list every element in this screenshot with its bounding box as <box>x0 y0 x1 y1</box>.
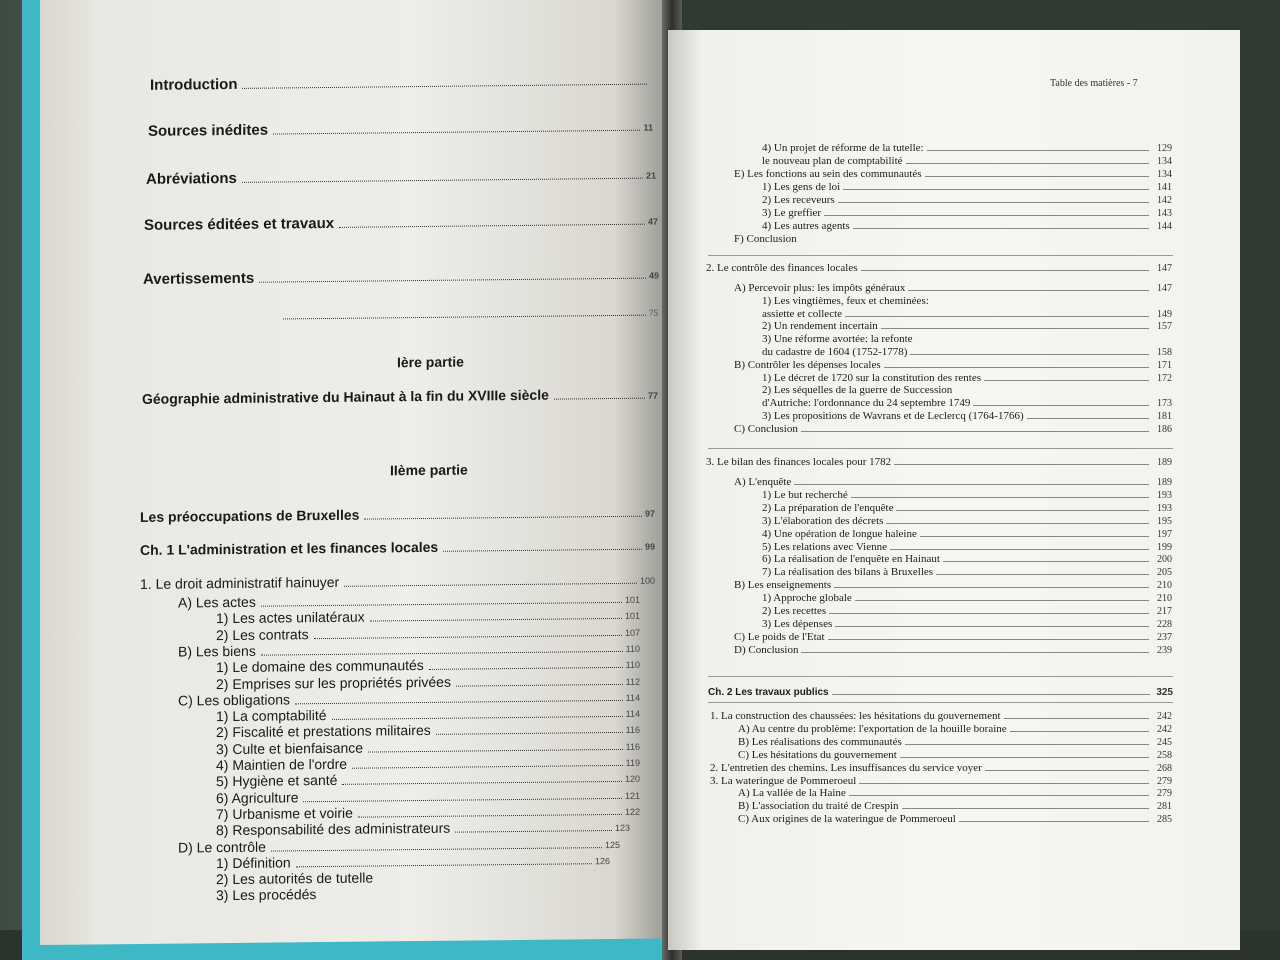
toc-label: 6) La réalisation de l'enquête en Hainaut <box>762 553 940 566</box>
leader-dots <box>900 756 1149 758</box>
toc-page-number: 242 <box>1157 711 1172 722</box>
toc-entry-preoccupations <box>140 504 655 525</box>
toc-label: 3. La wateringue de Pommeroeul <box>710 774 857 787</box>
leader-dots <box>794 483 1149 485</box>
toc-page-number: 242 <box>1157 723 1172 735</box>
toc-page-number: 258 <box>1157 749 1172 761</box>
toc-page-number: 147 <box>1157 263 1172 274</box>
leader-dots <box>881 327 1149 329</box>
toc-entry <box>762 515 1172 528</box>
toc-entry <box>762 220 1172 233</box>
toc-label: 3) Une réforme avortée: la refonte <box>762 333 913 346</box>
toc-entry <box>734 233 1172 245</box>
toc-entry <box>734 644 1172 657</box>
toc-label: 1) La comptabilité <box>216 707 327 725</box>
left-page-contents <box>40 0 665 945</box>
toc-label: B) Contrôler les dépenses locales <box>734 358 881 371</box>
toc-label: 3) Les procédés <box>216 886 317 904</box>
toc-page-number: 217 <box>1157 606 1172 617</box>
toc-page-number: 21 <box>645 170 656 181</box>
toc-entry <box>762 320 1172 333</box>
toc-page-number: 114 <box>625 708 640 719</box>
toc-label: Ch. 2 Les travaux publics <box>708 687 829 698</box>
toc-page-number: 77 <box>647 390 658 401</box>
toc-label: 3) Les propositions de Wavrans et de Leclercq (1764-1766) <box>762 410 1024 422</box>
toc-entry <box>762 207 1172 220</box>
toc-entry <box>762 194 1172 207</box>
toc-label: C) Les obligations <box>178 691 291 709</box>
toc-label: assiette et collecte <box>762 307 843 320</box>
leader-dots <box>834 586 1149 588</box>
leader-dots <box>370 617 622 622</box>
leader-dots <box>920 535 1149 537</box>
leader-dots <box>295 699 623 704</box>
toc-page-number: 97 <box>644 508 655 519</box>
toc-page-number: 210 <box>1157 580 1172 592</box>
toc-label: Les préoccupations de Bruxelles <box>140 506 360 525</box>
leader-dots <box>1004 717 1149 719</box>
toc-label: B) Les réalisations des communautés <box>738 735 902 748</box>
toc-label: du cadastre de 1604 (1752-1778) <box>762 346 908 358</box>
toc-page-number: 129 <box>1157 143 1172 154</box>
toc-entry <box>734 631 1172 644</box>
toc-label: 1) Les gens de loi <box>762 181 841 193</box>
leader-dots <box>429 666 623 670</box>
part-1-heading: Ière partie <box>397 353 464 371</box>
toc-label: Sources inédites <box>148 121 269 140</box>
toc-entry <box>738 736 1172 749</box>
toc-page-number: 325 <box>1156 687 1173 698</box>
toc-page-number: 189 <box>1157 477 1172 488</box>
toc-label: 1. Le droit administratif hainuyer <box>140 573 340 592</box>
toc-label: 3) Culte et bienfaisance <box>216 739 364 757</box>
toc-label: C) Le poids de l'Etat <box>734 630 825 643</box>
toc-label: 5) Hygiène et santé <box>216 772 338 790</box>
toc-page-number: 210 <box>1157 593 1172 605</box>
toc-page-number: 11 <box>643 122 653 133</box>
toc-label: 2) Fiscalité et prestations militaires <box>216 722 431 741</box>
toc-label: 3. Le bilan des finances locales pour 1782 <box>706 456 892 468</box>
leader-dots <box>853 227 1149 229</box>
toc-entry <box>762 372 1172 385</box>
leader-dots <box>242 83 647 89</box>
toc-page-number: 134 <box>1157 169 1172 180</box>
toc-label: A) La vallée de la Haine <box>738 787 846 800</box>
part-2-heading: IIème partie <box>390 461 468 479</box>
toc-entry-introduction <box>150 72 650 94</box>
toc-label: 4) Les autres agents <box>762 220 850 232</box>
toc-entry <box>762 295 1172 307</box>
toc-page-number: 47 <box>647 216 658 227</box>
toc-page-number: 125 <box>604 839 620 850</box>
toc-entry <box>762 397 1172 410</box>
toc-entry <box>710 710 1172 723</box>
leader-dots <box>344 582 637 587</box>
leader-dots <box>443 548 642 552</box>
toc-label: 1) Les vingtièmes, feux et cheminées: <box>762 294 929 307</box>
toc-entry <box>734 579 1172 592</box>
toc-label: D) Le contrôle <box>178 838 266 856</box>
toc-page-number: 279 <box>1157 775 1172 787</box>
toc-page-number: 281 <box>1157 801 1172 813</box>
toc-entry <box>762 605 1172 618</box>
toc-entry-geographie <box>142 386 658 407</box>
toc-page-number: 195 <box>1157 515 1172 527</box>
leader-dots <box>801 430 1149 432</box>
leader-line <box>861 269 1150 271</box>
leader-dots <box>801 651 1149 653</box>
toc-label: 1) Approche globale <box>762 592 852 605</box>
toc-label: Abréviations <box>146 169 237 188</box>
toc-entry <box>738 813 1172 826</box>
leader-dots <box>339 223 645 228</box>
toc-label: 3) L'élaboration des décrets <box>762 514 884 527</box>
leader-dots <box>303 796 621 801</box>
toc-page-number: 49 <box>648 270 659 281</box>
toc-page-number: 199 <box>1157 541 1172 553</box>
left-page <box>40 0 665 945</box>
toc-page-number: 144 <box>1157 221 1172 232</box>
leader-dots <box>896 509 1149 511</box>
toc-label: Sources éditées et travaux <box>144 214 335 234</box>
leader-dots <box>342 780 622 785</box>
leader-dots <box>985 769 1149 771</box>
leader-dots <box>364 515 642 520</box>
leader-dots <box>358 813 622 818</box>
leader-dots <box>259 277 646 283</box>
right-page-contents <box>668 30 1240 950</box>
separator <box>708 255 1173 256</box>
toc-label: B) L'association du traité de Crespin <box>738 800 899 813</box>
toc-entry <box>762 308 1172 321</box>
toc-entry <box>734 476 1172 489</box>
toc-entry <box>738 787 1172 800</box>
toc-label: 1. La construction des chaussées: les hésitations du gouvernement <box>710 710 1001 722</box>
toc-entry <box>762 528 1172 541</box>
leader-dots <box>959 820 1149 822</box>
toc-label: 2) Un rendement incertain <box>762 320 878 333</box>
toc-label: 1) Le but recherché <box>762 488 848 501</box>
leader-dots <box>927 149 1149 151</box>
toc-label: 1) Définition <box>216 854 291 871</box>
leader-dots <box>910 353 1149 355</box>
toc-entry <box>762 553 1172 566</box>
toc-label: 2) Emprises sur les propriétés privées <box>216 673 451 692</box>
leader-dots <box>835 625 1149 627</box>
toc-entry-abreviations <box>146 166 656 188</box>
leader-dots <box>855 599 1149 601</box>
leader-dots <box>314 633 622 638</box>
toc-page-number: 285 <box>1157 814 1172 826</box>
leader-dots <box>283 314 646 320</box>
leader-dots <box>436 731 623 735</box>
toc-entry <box>738 723 1172 736</box>
toc-label: A) Percevoir plus: les impôts généraux <box>734 282 906 294</box>
toc-page-number: 173 <box>1157 398 1172 410</box>
toc-entry <box>762 410 1172 423</box>
toc-entry <box>762 618 1172 631</box>
toc-page-number: 122 <box>624 806 640 817</box>
leader-dots <box>925 175 1149 177</box>
toc-label: d'Autriche: l'ordonnance du 24 septembre 1749 <box>762 397 971 410</box>
toc-label: 4) Une opération de longue haleine <box>762 527 917 540</box>
leader-dots <box>849 794 1149 796</box>
toc-label: 5) Les relations avec Vienne <box>762 540 887 553</box>
toc-page-number: 101 <box>624 594 640 605</box>
toc-label: 4) Maintien de l'ordre <box>216 755 348 774</box>
toc-page-number: 239 <box>1157 644 1172 656</box>
toc-page-number: 237 <box>1157 631 1172 643</box>
toc-page-number: 245 <box>1157 736 1172 748</box>
toc-label: Introduction <box>150 75 238 94</box>
toc-page-number: 193 <box>1157 489 1172 501</box>
toc-page-number: 134 <box>1157 156 1172 167</box>
leader-dots <box>984 379 1149 381</box>
toc-page-number: 268 <box>1157 762 1172 774</box>
toc-label: E) Les fonctions au sein des communautés <box>734 168 922 180</box>
toc-page-number: 205 <box>1157 567 1172 579</box>
toc-label: A) L'enquête <box>734 476 792 488</box>
leader-dots <box>973 404 1149 406</box>
toc-page-number: 181 <box>1157 411 1172 422</box>
toc-page-number: 158 <box>1157 347 1172 358</box>
toc-label: Avertissements <box>143 269 255 288</box>
leader-dots <box>554 397 645 400</box>
toc-page-number: 228 <box>1157 618 1172 630</box>
toc-label: F) Conclusion <box>734 233 797 245</box>
toc-page-number: 99 <box>644 541 655 552</box>
toc-page-number: 75 <box>649 307 658 318</box>
toc-page-number: 197 <box>1157 528 1172 540</box>
toc-label: D) Conclusion <box>734 643 799 656</box>
toc-label: 7) Urbanisme et voirie <box>216 804 353 823</box>
toc-page-number: 110 <box>625 659 640 671</box>
toc-entry-chapter-2 <box>708 687 1173 699</box>
leader-dots <box>242 177 643 183</box>
toc-entry-front-end <box>280 308 658 323</box>
leader-dots <box>1010 730 1149 732</box>
toc-entry <box>762 566 1172 579</box>
toc-label: 3) Le greffier <box>762 207 822 219</box>
toc-label: 8) Responsabilité des administrateurs <box>216 819 451 839</box>
toc-label: 1) Le domaine des communautés <box>216 657 424 676</box>
toc-entry <box>738 749 1172 762</box>
toc-page-number: 116 <box>625 741 640 752</box>
leader-dots <box>884 366 1149 368</box>
toc-label: B) Les biens <box>178 642 256 660</box>
toc-page-number: 186 <box>1157 423 1172 435</box>
toc-entry <box>762 346 1172 359</box>
toc-entry <box>762 592 1172 605</box>
leader-dots <box>843 188 1149 190</box>
toc-label: B) Les enseignements <box>734 579 832 592</box>
toc-entry <box>710 775 1172 788</box>
toc-label: 2) Les séquelles de la guerre de Succession <box>762 384 953 397</box>
leader-line <box>894 463 1149 465</box>
leader-dots <box>273 129 640 135</box>
leader-dots <box>828 638 1149 640</box>
toc-page-number: 147 <box>1157 283 1172 294</box>
toc-page-number: 171 <box>1157 359 1172 371</box>
toc-page-number: 110 <box>625 643 640 654</box>
toc-page-number: 279 <box>1157 788 1172 800</box>
toc-label: 1) Le décret de 1720 sur la constitution des rentes <box>762 371 982 384</box>
leader-dots <box>829 612 1149 614</box>
toc-entry-chapter-1 <box>140 537 655 558</box>
running-header: Table des matières - 7 <box>1050 78 1138 89</box>
toc-page-number: 141 <box>1157 182 1172 193</box>
toc-page-number: 101 <box>624 611 640 622</box>
toc-label: 1) Les actes unilatéraux <box>216 608 365 627</box>
toc-label: 2. L'entretien des chemins. Les insuffisances du service voyer <box>710 761 982 774</box>
toc-page-number: 121 <box>624 790 640 801</box>
leader-dots <box>902 807 1149 809</box>
toc-page-number: 120 <box>624 774 640 785</box>
toc-label: A) Les actes <box>178 593 256 611</box>
toc-entry-sources-inedites <box>148 118 653 140</box>
toc-entry <box>710 762 1172 775</box>
toc-page-number: 172 <box>1157 372 1172 384</box>
toc-label: 7) La réalisation des bilans à Bruxelles <box>762 566 934 579</box>
toc-label: 2) Les contrats <box>216 625 309 643</box>
leader-dots <box>851 496 1149 498</box>
toc-entry-sources-editees <box>144 212 658 234</box>
toc-page-number: 189 <box>1157 457 1172 468</box>
toc-entry-section-3 <box>706 456 1172 469</box>
leader-dots <box>886 522 1149 524</box>
toc-label: C) Les hésitations du gouvernement <box>738 748 897 761</box>
toc-entry <box>734 423 1172 436</box>
toc-page-number: 149 <box>1157 308 1172 320</box>
leader-dots <box>838 201 1149 203</box>
leader-dots <box>943 560 1149 562</box>
leader-dots <box>845 315 1149 317</box>
toc-page-number: 143 <box>1157 208 1172 219</box>
toc-page-number: 100 <box>639 575 655 586</box>
toc-page-number: 116 <box>625 725 640 736</box>
toc-entry <box>762 502 1172 515</box>
toc-entry-avertissements <box>143 266 659 288</box>
toc-label: A) Au centre du problème: l'exportation de la houille boraine <box>738 722 1007 735</box>
toc-label: 2) La préparation de l'enquête <box>762 501 894 514</box>
toc-label: 6) Agriculture <box>216 788 299 806</box>
toc-page-number: 157 <box>1157 321 1172 333</box>
leader-dots <box>890 548 1149 550</box>
toc-entry-section-2 <box>706 262 1172 275</box>
toc-label: 3) Les dépenses <box>762 617 833 630</box>
toc-entry <box>734 282 1172 295</box>
toc-entry <box>762 181 1172 194</box>
leader-dots <box>906 162 1149 164</box>
leader-dots <box>352 764 623 769</box>
leader-dots <box>936 573 1149 575</box>
toc-label: Ch. 1 L'administration et les finances locales <box>140 538 439 558</box>
toc-entry <box>762 541 1172 554</box>
toc-entry <box>734 359 1172 372</box>
right-page <box>668 30 1240 950</box>
toc-entry <box>762 142 1172 155</box>
leader-line <box>832 693 1150 695</box>
toc-entry <box>762 333 1172 345</box>
separator <box>708 676 1173 677</box>
leader-dots <box>332 715 623 720</box>
leader-dots <box>905 743 1149 745</box>
toc-page-number: 119 <box>625 757 640 768</box>
separator <box>708 448 1173 449</box>
toc-label: C) Conclusion <box>734 422 798 435</box>
toc-page-number: 126 <box>594 855 610 866</box>
leader-dots <box>859 782 1149 784</box>
toc-label: C) Aux origines de la wateringue de Pommeroeul <box>738 813 956 826</box>
toc-page-number: 114 <box>625 692 640 703</box>
leader-dots <box>824 214 1149 216</box>
toc-page-number: 123 <box>614 823 630 834</box>
toc-page-number: 112 <box>625 676 640 687</box>
leader-dots <box>368 748 623 753</box>
toc-entry <box>738 800 1172 813</box>
toc-page-number: 142 <box>1157 195 1172 206</box>
leader-dots <box>271 846 602 851</box>
toc-page-number: 193 <box>1157 502 1172 514</box>
toc-label: 2) Les receveurs <box>762 194 835 206</box>
toc-entry <box>734 168 1172 181</box>
toc-label: 4) Un projet de réforme de la tutelle: <box>762 142 924 154</box>
toc-entry <box>762 489 1172 502</box>
toc-entry <box>216 884 590 904</box>
leader-dots <box>1027 417 1149 419</box>
leader-dots <box>908 289 1149 291</box>
toc-entry <box>762 384 1172 396</box>
toc-page-number: 200 <box>1157 554 1172 566</box>
toc-label: Géographie administrative du Hainaut à la fin du XVIIIe siècle <box>142 386 549 407</box>
toc-page-number: 107 <box>624 627 640 638</box>
toc-entry-section-1 <box>140 571 655 592</box>
toc-entry <box>762 155 1172 168</box>
toc-label: le nouveau plan de comptabilité <box>762 155 903 167</box>
leader-dots <box>296 862 592 867</box>
toc-label: 2) Les recettes <box>762 605 827 617</box>
leader-dots <box>456 682 623 686</box>
toc-label: 2) Les autorités de tutelle <box>216 869 374 888</box>
toc-label: 2. Le contrôle des finances locales <box>706 262 858 274</box>
separator <box>708 702 1173 703</box>
leader-dots <box>455 829 612 833</box>
